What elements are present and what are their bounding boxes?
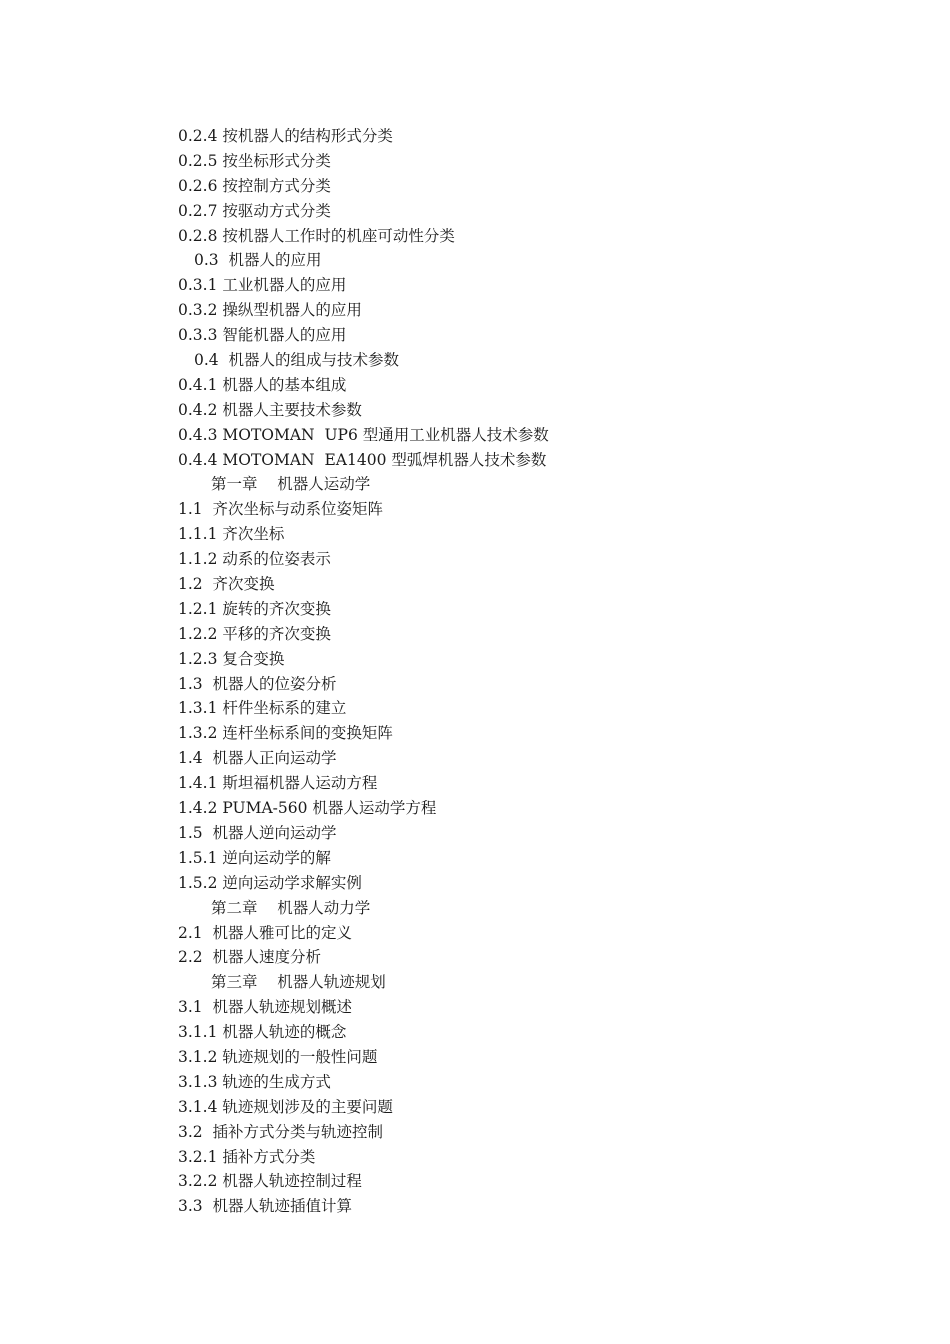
toc-entry: 1.3.2 连杆坐标系间的变换矩阵 (178, 724, 393, 743)
toc-entry: 0.2.7 按驱动方式分类 (178, 201, 331, 220)
toc-entry: 0.3.2 操纵型机器人的应用 (178, 301, 362, 320)
toc-entry: 1.5 机器人逆向运动学 (178, 823, 337, 842)
toc-entry: 3.1.1 机器人轨迹的概念 (178, 1023, 347, 1042)
toc-entry: 1.1 齐次坐标与动系位姿矩阵 (178, 500, 384, 519)
toc-entry: 0.2.6 按控制方式分类 (178, 176, 331, 195)
toc-entry: 3.2 插补方式分类与轨迹控制 (178, 1122, 384, 1141)
toc-entry: 3.1 机器人轨迹规划概述 (178, 998, 353, 1017)
toc-entry: 0.2.4 按机器人的结构形式分类 (178, 127, 393, 145)
toc-entry: 1.3.1 杆件坐标系的建立 (178, 699, 347, 718)
toc-entry: 0.4.4 MOTOMAN EA1400 型弧焊机器人技术参数 (178, 450, 547, 469)
toc-entry: 0.2.8 按机器人工作时的机座可动性分类 (178, 226, 455, 245)
toc-entry: 1.4.1 斯坦福机器人运动方程 (178, 774, 378, 793)
table-of-contents (178, 124, 878, 1219)
toc-entry: 1.1.2 动系的位姿表示 (178, 550, 331, 569)
toc-entry: 1.1.1 齐次坐标 (178, 525, 285, 544)
toc-entry: 1.2.3 复合变换 (178, 649, 285, 668)
toc-entry: 1.4.2 PUMA-560 机器人运动学方程 (178, 799, 437, 818)
toc-chapter-heading: 第一章 机器人运动学 (211, 475, 371, 494)
toc-chapter-heading: 第三章 机器人轨迹规划 (211, 973, 386, 992)
toc-entry: 0.4.1 机器人的基本组成 (178, 375, 347, 394)
toc-entry: 0.3.3 智能机器人的应用 (178, 326, 347, 345)
toc-entry: 1.2 齐次变换 (178, 575, 275, 594)
toc-entry: 3.1.2 轨迹规划的一般性问题 (178, 1047, 378, 1066)
toc-entry: 1.5.2 逆向运动学求解实例 (178, 873, 362, 892)
toc-entry: 0.4.2 机器人主要技术参数 (178, 400, 362, 419)
toc-entry: 0.3 机器人的应用 (194, 251, 322, 270)
toc-entry: 1.2.1 旋转的齐次变换 (178, 599, 331, 618)
toc-entry: 0.3.1 工业机器人的应用 (178, 276, 347, 295)
toc-entry: 2.2 机器人速度分析 (178, 948, 322, 967)
toc-entry: 3.2.1 插补方式分类 (178, 1147, 316, 1166)
toc-chapter-heading: 第二章 机器人动力学 (211, 898, 371, 917)
toc-entry: 3.1.3 轨迹的生成方式 (178, 1072, 331, 1091)
toc-entry: 0.2.5 按坐标形式分类 (178, 151, 331, 170)
toc-entry: 3.2.2 机器人轨迹控制过程 (178, 1172, 362, 1191)
toc-entry: 1.3 机器人的位姿分析 (178, 674, 337, 693)
toc-entry: 3.3 机器人轨迹插值计算 (178, 1197, 353, 1216)
toc-entry: 2.1 机器人雅可比的定义 (178, 923, 353, 942)
toc-entry: 1.5.1 逆向运动学的解 (178, 848, 331, 867)
toc-entry: 1.4 机器人正向运动学 (178, 749, 337, 768)
toc-entry: 0.4.3 MOTOMAN UP6 型通用工业机器人技术参数 (178, 425, 549, 444)
toc-entry: 3.1.4 轨迹规划涉及的主要问题 (178, 1097, 393, 1116)
toc-entry: 0.4 机器人的组成与技术参数 (194, 351, 400, 370)
toc-entry: 1.2.2 平移的齐次变换 (178, 624, 331, 643)
